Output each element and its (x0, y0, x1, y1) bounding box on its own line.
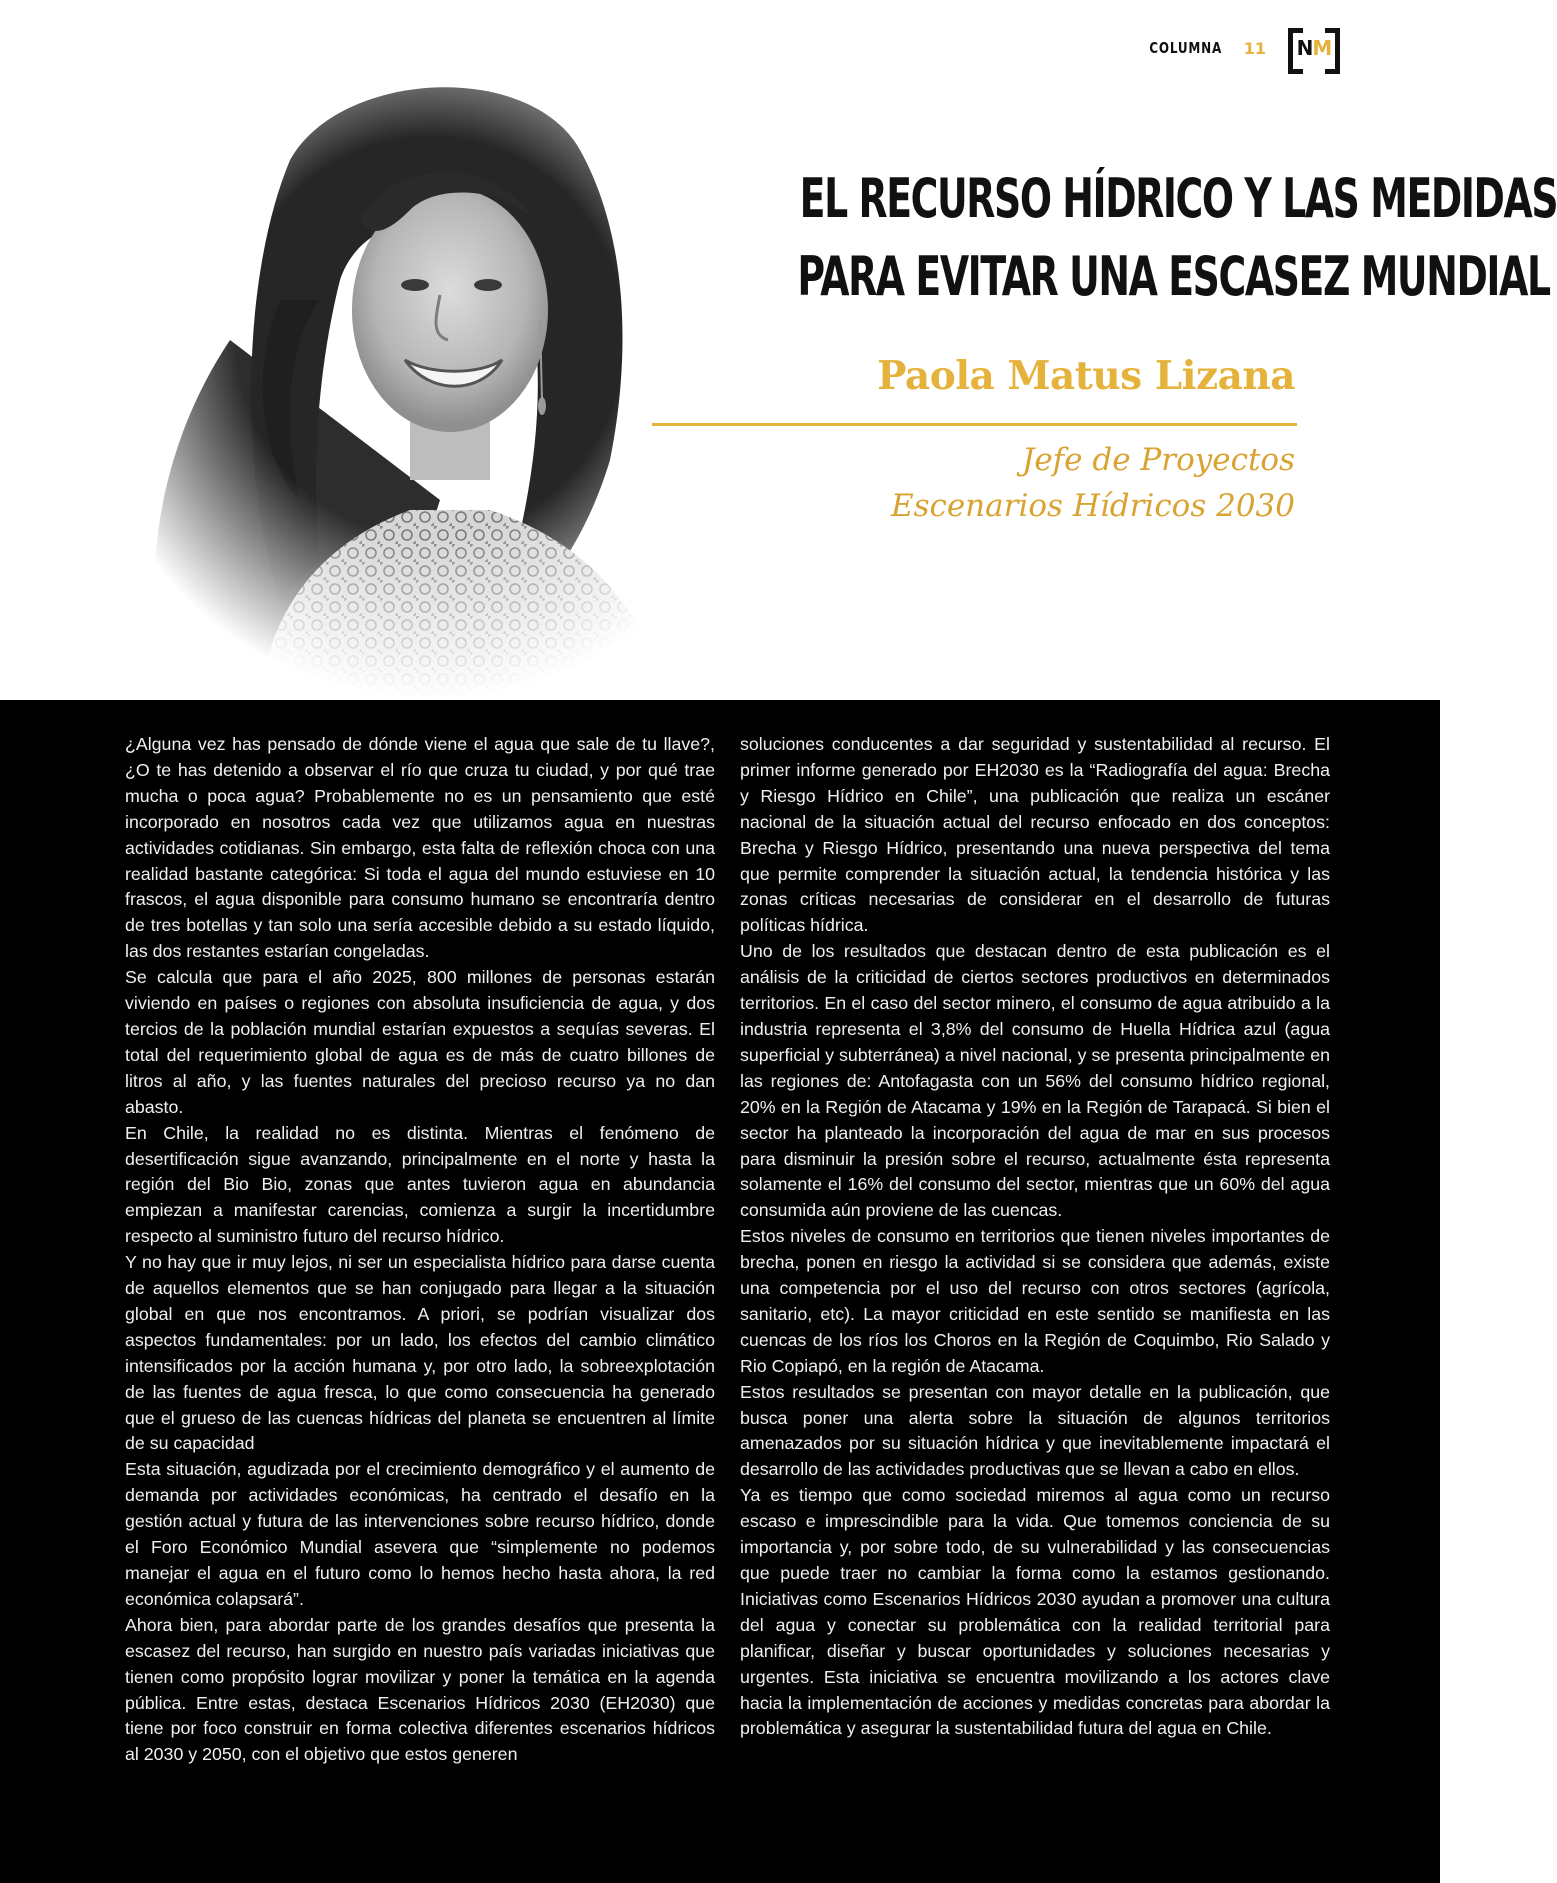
section-label: COLUMNA (1148, 39, 1222, 57)
author-role-organization: Escenarios Hídricos 2030 (890, 488, 1295, 524)
author-role (891, 437, 1295, 529)
author-role-title: Jefe de Proyectos (1021, 442, 1295, 478)
paragraph: Esta situación, agudizada por el crecimiento demográfico y el aumento de demanda por actividades económicas, ha centrado el desafío en la gestión actual y futura de las intervenciones sobre recurso hídrico, donde el Foro Económico Mundial asevera que “simplemente no podemos manejar el agua en el futuro como lo hemos hecho hasta ahora, la red económica colapsará”. (125, 1459, 715, 1609)
paragraph: Ya es tiempo que como sociedad miremos al agua como un recurso escaso e imprescindible para la vida. Que tomemos conciencia de su importancia y, por sobre todo, de su vulnerabilidad y las consecuencias que puede traer no cambiar la forma como la estamos gestionando. Iniciativas como Escenarios Hídricos 2030 ayudan a promover una cultura del agua y conectar su problemática con la realidad territorial para planificar, diseñar y buscar oportunidades y soluciones necesarias y urgentes. Esta iniciativa se encuentra movilizando a los actores clave hacia la implementación de acciones y medidas concretas para abordar la problemática y asegurar la sustentabilidad futura del agua en Chile. (740, 1485, 1330, 1739)
author-name: Paola Matus Lizana (877, 353, 1295, 399)
headline-line-2: PARA EVITAR UNA ESCASEZ MUNDIAL (797, 245, 1550, 308)
paragraph: soluciones conducentes a dar seguridad y sustentabilidad al recurso. El primer informe generado por EH2030 es la “Radiografía del agua: Brecha y Riesgo Hídrico en Chile”, una publicación que realiza un escáner nacional de la situación actual del recurso enfocado en dos conceptos: Brecha y Riesgo Hídrico, presentando una nueva perspectiva del tema que permite comprender la situación actual, la tendencia histórica y las zonas críticas necesarias de considerar en el desarrollo de futuras políticas hídrica. (740, 734, 1330, 936)
paragraph: Ahora bien, para abordar parte de los grandes desafíos que presenta la escasez del recurso, han surgido en nuestro país variadas iniciativas que tienen como propósito lograr movilizar y poner la temática en la agenda pública. Entre estas, destaca Escenarios Hídricos 2030 (EH2030) que tiene por foco construir en forma colectiva diferentes escenarios hídricos al 2030 y 2050, con el objetivo que estos generen (125, 1614, 715, 1765)
paragraph: Se calcula que para el año 2025, 800 millones de personas estarán viviendo en países o regiones con absoluta insuficiencia de agua, y dos tercios de la población mundial estarían expuestos a sequías severas. El total del requerimiento global de agua es de más de cuatro billones de litros al año, y las fuentes naturales del precioso recurso ya no dan abasto. (125, 967, 715, 1117)
paragraph: En Chile, la realidad no es distinta. Mientras el fenómeno de desertificación sigue avanzando, principalmente en el norte y hasta la región del Bio Bio, zonas que antes tuvieron agua en abundancia empiezan a manifestar carencias, comienza a surgir la incertidumbre respecto al suministro futuro del recurso hídrico. (125, 1122, 715, 1247)
page-number: 11 (1243, 38, 1266, 58)
author-divider (652, 423, 1297, 426)
logo-letter-n: N (1296, 36, 1313, 60)
article-column-right (740, 732, 1330, 1768)
paragraph: ¿Alguna vez has pensado de dónde viene el agua que sale de tu llave?, ¿O te has detenido a observar el río que cruza tu ciudad, y por qué trae mucha o poca agua? Probablemente no es un pensamiento que esté incorporado en nosotros cada vez que utilizamos agua en nuestras actividades cotidianas. Sin embargo, esta falta de reflexión choca con una realidad bastante categórica: Si toda el agua del mundo estuviese en 10 frascos, el agua disponible para consumo humano se encontraría dentro de tres botellas y tan solo una sería accesible debido a su estado líquido, las dos restantes estarían congeladas. (125, 734, 715, 962)
paragraph: Y no hay que ir muy lejos, ni ser un especialista hídrico para darse cuenta de aquellos elementos que se han conjugado para llegar a la situación global en que nos encontramos. A priori, se podrían visualizar dos aspectos fundamentales: por un lado, los efectos del cambio climático intensificados por la acción humana y, por otro lado, la sobreexplotación de las fuentes de agua fresca, lo que como consecuencia ha generado que el grueso de las cuencas hídricas del planeta se encuentren al límite de su capacidad (125, 1252, 715, 1454)
magazine-logo (1288, 28, 1340, 68)
author-portrait (110, 40, 750, 700)
logo-letter-m: M (1312, 36, 1332, 60)
article-column-left (125, 732, 715, 1768)
article-body (0, 700, 1440, 1883)
paragraph: Estos resultados se presentan con mayor detalle en la publicación, que busca poner una alerta sobre la situación de algunos territorios amenazados por su situación hídrica y que inevitablemente impactará el desarrollo de las actividades productivas que se llevan a cabo en ellos. (740, 1381, 1330, 1480)
paragraph: Estos niveles de consumo en territorios que tienen niveles importantes de brecha, ponen en riesgo la actividad si se considera que además, existe una competencia por el uso del recurso con otros sectores (agrícola, sanitario, etc). La mayor criticidad en este sentido se manifiesta en las cuencas de los ríos los Choros en la Región de Coquimbo, Rio Salado y Rio Copiapó, en la región de Atacama. (740, 1226, 1330, 1376)
headline-line-1: EL RECURSO HÍDRICO Y LAS MEDIDAS (799, 167, 1557, 230)
article-headline (475, 160, 1557, 316)
page-header (1131, 28, 1340, 68)
paragraph: Uno de los resultados que destacan dentro de esta publicación es el análisis de la criticidad de ciertos sectores productivos en determinados territorios. En el caso del sector minero, el consumo de agua atribuido a la industria representa el 3,8% del consumo de Huella Hídrica azul (agua superficial y subterránea) a nivel nacional, y se presenta principalmente en las regiones de: Antofagasta con un 56% del consumo hídrico regional, 20% en la Región de Atacama y 19% en la Región de Tarapacá. Si bien el sector ha planteado la incorporación del agua de mar en sus procesos para disminuir la presión sobre el recurso, actualmente ésta representa solamente el 16% del consumo del sector, mientras que un 60% del agua consumida aún proviene de las cuencas. (740, 941, 1330, 1221)
